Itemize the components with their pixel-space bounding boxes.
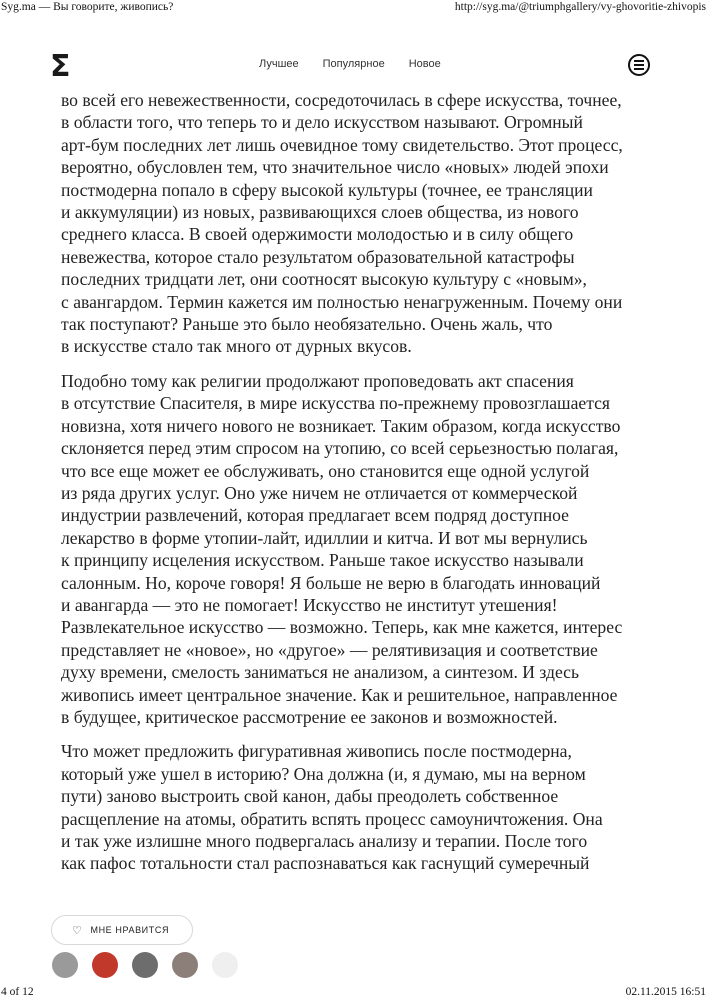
nav-item-popular[interactable]: Популярное bbox=[322, 58, 385, 70]
text-line: в искусстве стало так много от дурных вкусов. bbox=[61, 336, 412, 357]
article-body bbox=[61, 89, 646, 887]
text-line: невежества, которое стало результатом образовательной катастрофы bbox=[61, 246, 575, 267]
text-line: который уже ушел в историю? Она должна (и, я думаю, мы на верном bbox=[61, 763, 586, 784]
avatar[interactable] bbox=[52, 952, 78, 978]
print-header-url: http://syg.ma/@triumphgallery/vy-ghovoritie-zhivopis bbox=[454, 1, 706, 13]
text-line: духу времени, смелость заниматься не анализом, а синтезом. И здесь bbox=[61, 662, 580, 683]
site-logo[interactable]: Σ bbox=[50, 49, 71, 84]
site-header bbox=[0, 48, 707, 88]
text-line: постмодерна попало в сферу высокой культуры (точнее, ее трансляции bbox=[61, 179, 593, 200]
text-line: салонным. Но, короче говоря! Я больше не верю в благодать инноваций bbox=[61, 572, 601, 593]
menu-icon[interactable] bbox=[628, 54, 650, 76]
paragraph-3 bbox=[61, 740, 646, 874]
text-line: расщепление на атомы, обратить вспять процесс самоуничтожения. Она bbox=[61, 808, 603, 829]
avatar[interactable] bbox=[92, 952, 118, 978]
paragraph-1 bbox=[61, 89, 646, 358]
text-line: Развлекательное искусство — возможно. Теперь, как мне кажется, интерес bbox=[61, 617, 623, 638]
avatar[interactable] bbox=[172, 952, 198, 978]
text-line: и авангарда — это не помогает! Искусство не институт утешения! bbox=[61, 594, 558, 615]
print-timestamp: 02.11.2015 16:51 bbox=[625, 986, 706, 998]
nav-item-best[interactable]: Лучшее bbox=[259, 58, 299, 70]
text-line: индустрии развлечений, которая предлагает всем подряд доступное bbox=[61, 505, 569, 526]
avatar[interactable] bbox=[132, 952, 158, 978]
text-line: арт-бум последних лет лишь очевидное тому свидетельство. Этот процесс, bbox=[61, 134, 623, 155]
text-line: к принципу исцеления искусством. Раньше такое искусство называли bbox=[61, 550, 584, 571]
text-line: во всей его невежественности, сосредоточилась в сфере искусства, точнее, bbox=[61, 90, 622, 110]
text-line: в будущее, критическое рассмотрение ее законов и возможностей. bbox=[61, 706, 558, 727]
text-line: в области того, что теперь то и дело искусством называют. Огромный bbox=[61, 112, 583, 133]
text-line: с авангардом. Термин кажется им полностью ненагруженным. Почему они bbox=[61, 291, 623, 312]
like-label: МНЕ НРАВИТСЯ bbox=[90, 925, 170, 935]
text-line: представляет не «новое», но «другое» — релятивизация и соответствие bbox=[61, 639, 598, 660]
text-line: Что может предложить фигуративная живопись после постмодерна, bbox=[61, 741, 572, 762]
text-line: склоняется перед этим спросом на утопию, со всей серьезностью полагая, bbox=[61, 438, 619, 459]
print-header bbox=[0, 1, 707, 13]
text-line: и так уже излишне много подвергалась анализу и терапии. После того bbox=[61, 831, 588, 851]
avatar[interactable] bbox=[212, 952, 238, 978]
text-line: среднего класса. В своей одержимости молодостью и в силу общего bbox=[61, 224, 574, 245]
paragraph-2 bbox=[61, 370, 646, 729]
nav-item-new[interactable]: Новое bbox=[408, 58, 441, 70]
text-line: так поступают? Раньше это было необязательно. Очень жаль, что bbox=[61, 314, 553, 335]
text-line: Подобно тому как религии продолжают проповедовать акт спасения bbox=[61, 370, 574, 391]
heart-icon: ♡ bbox=[72, 924, 83, 937]
text-line: пути) заново выстроить свой канон, дабы преодолеть собственное bbox=[61, 786, 559, 807]
main-nav bbox=[259, 58, 441, 70]
like-button[interactable] bbox=[51, 915, 193, 945]
text-line: в отсутствие Спасителя, в мире искусства по-прежнему провозглашается bbox=[61, 393, 611, 414]
text-line: последних тридцати лет, они соотносят высокую культуру с «новым», bbox=[61, 269, 587, 290]
liker-avatars bbox=[52, 952, 238, 978]
text-line: вероятно, обусловлен тем, что значительное число «новых» людей эпохи bbox=[61, 157, 609, 178]
print-footer bbox=[0, 986, 707, 998]
page-counter: 4 of 12 bbox=[1, 986, 34, 998]
text-line: как пафос тотальности стал распознаваться как гаснущий сумеречный bbox=[61, 853, 590, 874]
text-line: новизна, хотя ничего нового не возникает. Таким образом, когда искусство bbox=[61, 415, 621, 436]
text-line: и аккумуляции) из новых, развивающихся слоев общества, из нового bbox=[61, 202, 579, 223]
text-line: лекарство в форме утопии-лайт, идиллии и китча. И вот мы вернулись bbox=[61, 527, 588, 548]
print-header-title: Syg.ma — Вы говорите, живопись? bbox=[1, 1, 174, 13]
text-line: живопись имеет центральное значение. Как и решительное, направленное bbox=[61, 684, 618, 705]
text-line: из ряда других услуг. Оно уже ничем не отличается от коммерческой bbox=[61, 482, 578, 503]
text-line: что все еще может ее обслуживать, оно становится еще одной услугой bbox=[61, 460, 590, 481]
